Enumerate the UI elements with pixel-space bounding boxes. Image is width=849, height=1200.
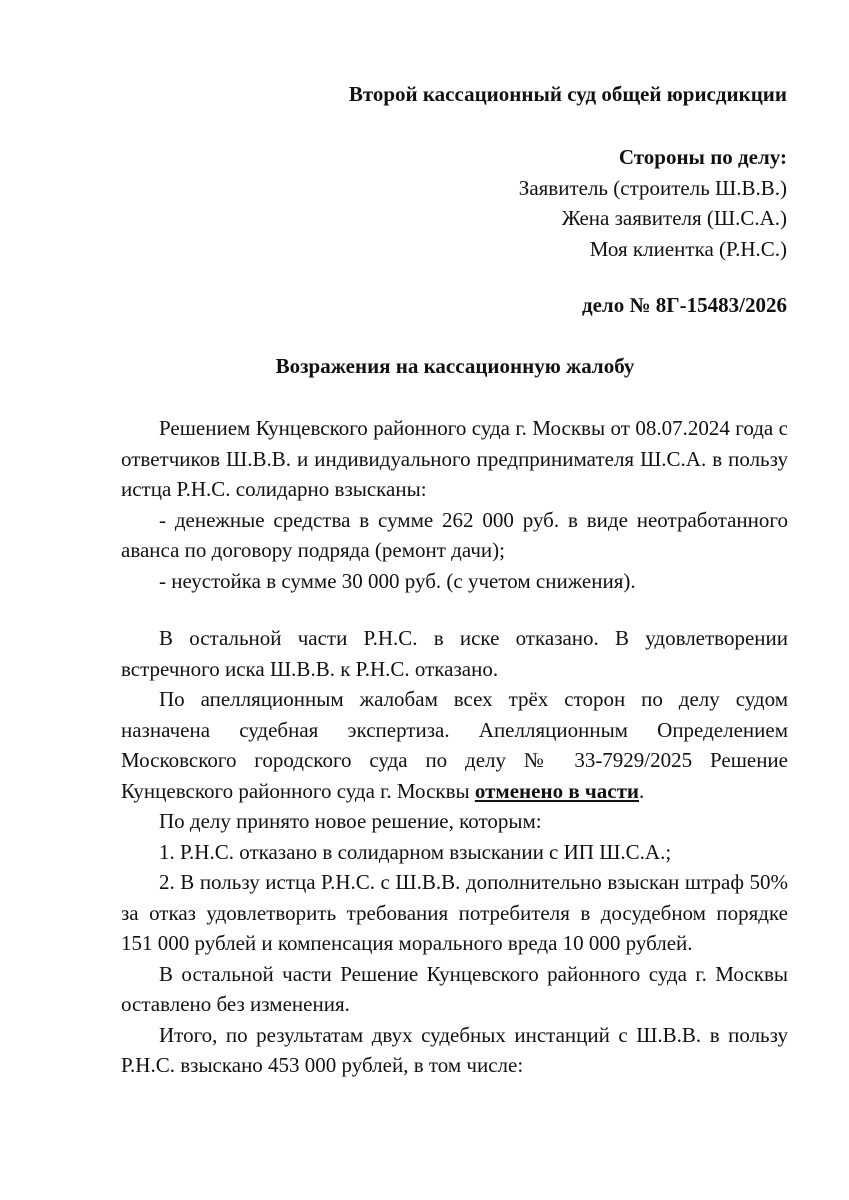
case-number: дело № 8Г-15483/2026 bbox=[581, 293, 787, 317]
paragraph-rest-unchanged: В остальной части Решение Кунцевского районного суда г. Москвы оставлено без изменения. bbox=[121, 961, 788, 1016]
paragraph-appeal-end: . bbox=[639, 778, 645, 803]
paragraph-point-2: 2. В пользу истца Р.Н.С. с Ш.В.В. дополнительно взыскан штраф 50% за отказ удовлетворить требования потребителя в досудебном порядке 151 000 рублей и компенсация морального вреда 10 000 рублей. bbox=[121, 870, 788, 955]
party-client: Моя клиентка (Р.Н.С.) bbox=[589, 236, 787, 261]
paragraph-new-decision: По делу принято новое решение, которым: bbox=[159, 809, 542, 833]
paragraph-rest-denied: В остальной части Р.Н.С. в иске отказано. В удовлетворении встречного иска Ш.В.В. к Р.Н.С. отказано. bbox=[121, 626, 788, 681]
court-name: Второй кассационный суд общей юрисдикции bbox=[348, 82, 787, 106]
party-applicant-wife: Жена заявителя (Ш.С.А.) bbox=[561, 206, 787, 230]
emphasis-cancelled-in-part: отменено в части bbox=[474, 778, 639, 803]
paragraph-appeal-text: По апелляционным жалобам всех трёх сторон по делу судом назначена судебная экспертиза. Апелляционным Определением Московского городского суда по делу № 33-7929/2025 Решение Кунцевского районного суда г. Москвы bbox=[121, 687, 788, 803]
paragraph-item-penalty: - неустойка в сумме 30 000 руб. (с учетом снижения). bbox=[159, 568, 636, 593]
paragraph-total: Итого, по результатам двух судебных инстанций с Ш.В.В. в пользу Р.Н.С. взыскано 453 000 рублей, в том числе: bbox=[121, 1022, 788, 1077]
body-section-2 bbox=[121, 623, 788, 1081]
paragraph-item-advance: - денежные средства в сумме 262 000 руб. в виде неотработанного аванса по договору подряда (ремонт дачи); bbox=[121, 507, 788, 562]
paragraph-point-1: 1. Р.Н.С. отказано в солидарном взыскании с ИП Ш.С.А.; bbox=[159, 839, 672, 864]
party-applicant: Заявитель (строитель Ш.В.В.) bbox=[518, 175, 787, 200]
paragraph-decision: Решением Кунцевского районного суда г. Москвы от 08.07.2024 года с ответчиков Ш.В.В. и индивидуального предпринимателя Ш.С.А. в пользу истца Р.Н.С. солидарно взысканы: bbox=[121, 416, 788, 501]
body-section-1 bbox=[121, 413, 788, 596]
parties-block bbox=[519, 142, 787, 264]
document-title: Возражения на кассационную жалобу bbox=[275, 354, 635, 378]
parties-heading: Стороны по делу: bbox=[618, 145, 787, 169]
paragraph-appeal bbox=[121, 684, 788, 806]
